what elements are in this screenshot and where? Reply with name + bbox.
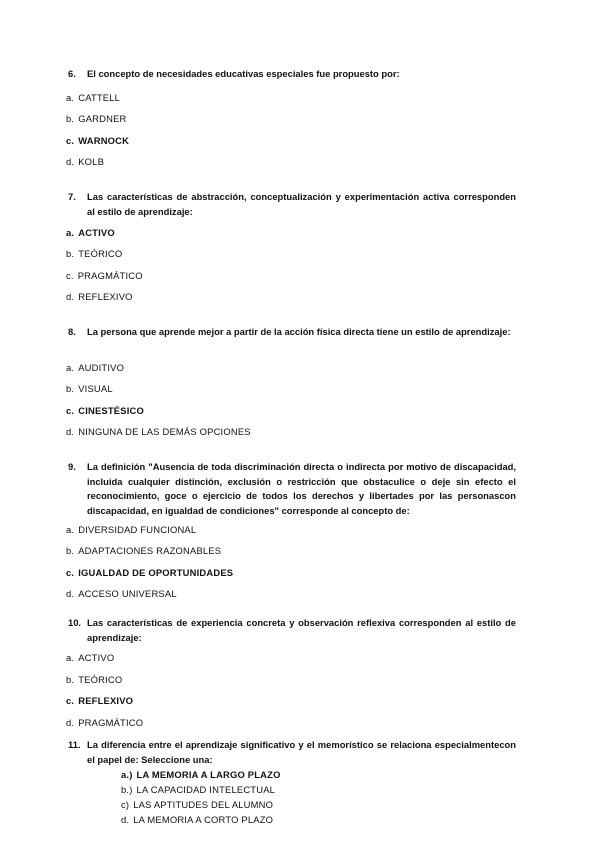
option-text: GARDNER (78, 113, 127, 124)
option-letter: c) (121, 799, 130, 810)
option-letter: b. (66, 674, 75, 685)
option-text: LA MEMORIA A CORTO PLAZO (133, 814, 274, 825)
option-9c (66, 567, 233, 579)
option-text: LAS APTITUDES DEL ALUMNO (133, 799, 274, 810)
question-text: La persona que aprende mejor a partir de la acción física directa tiene un estilo de aprendizaje: (87, 326, 511, 337)
question-number: 6. (68, 68, 76, 79)
option-letter: b. (66, 113, 75, 124)
option-9a (66, 524, 196, 536)
option-letter: d. (66, 588, 75, 599)
option-text: CATTELL (78, 92, 121, 103)
option-8b (66, 383, 113, 395)
option-text: LA CAPACIDAD INTELECTUAL (136, 784, 276, 795)
option-6b (66, 113, 127, 125)
option-text: NINGUNA DE LAS DEMÁS OPCIONES (78, 426, 251, 437)
question-9 (68, 460, 516, 518)
question-8 (68, 325, 516, 340)
option-10b (66, 674, 122, 686)
question-text: El concepto de necesidades educativas especiales fue propuesto por: (87, 68, 400, 79)
option-8c (66, 405, 144, 417)
question-11 (68, 738, 516, 767)
option-6a (66, 92, 120, 104)
option-6c (66, 135, 129, 147)
option-text: PRAGMÁTICO (77, 270, 143, 281)
option-9d (66, 588, 177, 600)
option-text: DIVERSIDAD FUNCIONAL (78, 524, 197, 535)
question-10 (68, 616, 516, 645)
option-7a (66, 227, 115, 239)
question-number: 11. (68, 739, 81, 750)
option-text: IGUALDAD DE OPORTUNIDADES (78, 567, 234, 578)
question-number: 8. (68, 326, 76, 337)
option-letter: c. (66, 270, 74, 281)
option-letter: a.) (121, 769, 133, 780)
option-letter: c. (66, 135, 75, 146)
option-letter: a. (66, 362, 75, 373)
option-text: PRAGMÁTICO (78, 717, 144, 728)
option-10d (66, 717, 143, 729)
option-7c (66, 270, 143, 282)
question-number: 7. (68, 191, 76, 202)
option-letter: c. (66, 695, 75, 706)
option-letter: c. (66, 405, 75, 416)
option-text: TEÓRICO (78, 674, 123, 685)
question-6 (68, 67, 516, 82)
option-9b (66, 545, 221, 557)
option-7d (66, 291, 133, 303)
question-text: La definición "Ausencia de toda discriminación directa o indirecta por motivo de discapacidad, incluida cualquier distinción, exclusión o restricción que obstaculice o deje sin efecto el reconocimiento, goce o ejercicio de todos los derechos y libertades por las personascon discapacidad, en igualdad de condiciones" corresponde al concepto de: (87, 461, 516, 516)
option-text: CINESTÉSICO (78, 405, 144, 416)
option-text: AUDITIVO (78, 362, 125, 373)
option-letter: a. (66, 652, 75, 663)
option-7b (66, 248, 122, 260)
option-text: KOLB (78, 156, 105, 167)
option-text: ADAPTACIONES RAZONABLES (78, 545, 222, 556)
question-text: Las características de abstracción, conceptualización y experimentación activa corresponden al estilo de aprendizaje: (87, 191, 516, 217)
option-text: WARNOCK (78, 135, 130, 146)
option-letter: b.) (121, 784, 133, 795)
option-8a (66, 362, 124, 374)
option-letter: d. (66, 156, 75, 167)
option-8d (66, 426, 251, 438)
option-letter: b. (66, 248, 75, 259)
option-6d (66, 156, 104, 168)
option-letter: c. (66, 567, 75, 578)
option-text: VISUAL (78, 383, 113, 394)
option-11c (121, 799, 273, 811)
option-10c (66, 695, 133, 707)
option-text: ACCESO UNIVERSAL (78, 588, 177, 599)
option-letter: d. (66, 717, 75, 728)
option-letter: b. (66, 545, 75, 556)
option-11b (121, 784, 275, 796)
option-letter: d. (66, 426, 75, 437)
question-7 (68, 190, 516, 219)
option-letter: a. (66, 227, 75, 238)
option-text: TEÓRICO (78, 248, 123, 259)
option-11a (121, 769, 281, 781)
option-text: ACTIVO (78, 652, 115, 663)
option-letter: a. (66, 92, 75, 103)
option-text: REFLEXIVO (78, 695, 134, 706)
question-text: La diferencia entre el aprendizaje significativo y el memorístico se relaciona especialmentecon el papel de: Seleccione una: (87, 739, 516, 765)
option-11d (121, 814, 273, 826)
question-number: 9. (68, 461, 76, 472)
option-letter: b. (66, 383, 75, 394)
option-text: LA MEMORIA A LARGO PLAZO (136, 769, 281, 780)
option-letter: d. (66, 291, 75, 302)
option-10a (66, 652, 114, 664)
option-letter: a. (66, 524, 75, 535)
option-letter: d. (121, 814, 130, 825)
question-text: Las características de experiencia concreta y observación reflexiva corresponden al estilo de aprendizaje: (87, 617, 516, 643)
option-text: ACTIVO (78, 227, 115, 238)
question-number: 10. (68, 617, 82, 628)
option-text: REFLEXIVO (78, 291, 133, 302)
